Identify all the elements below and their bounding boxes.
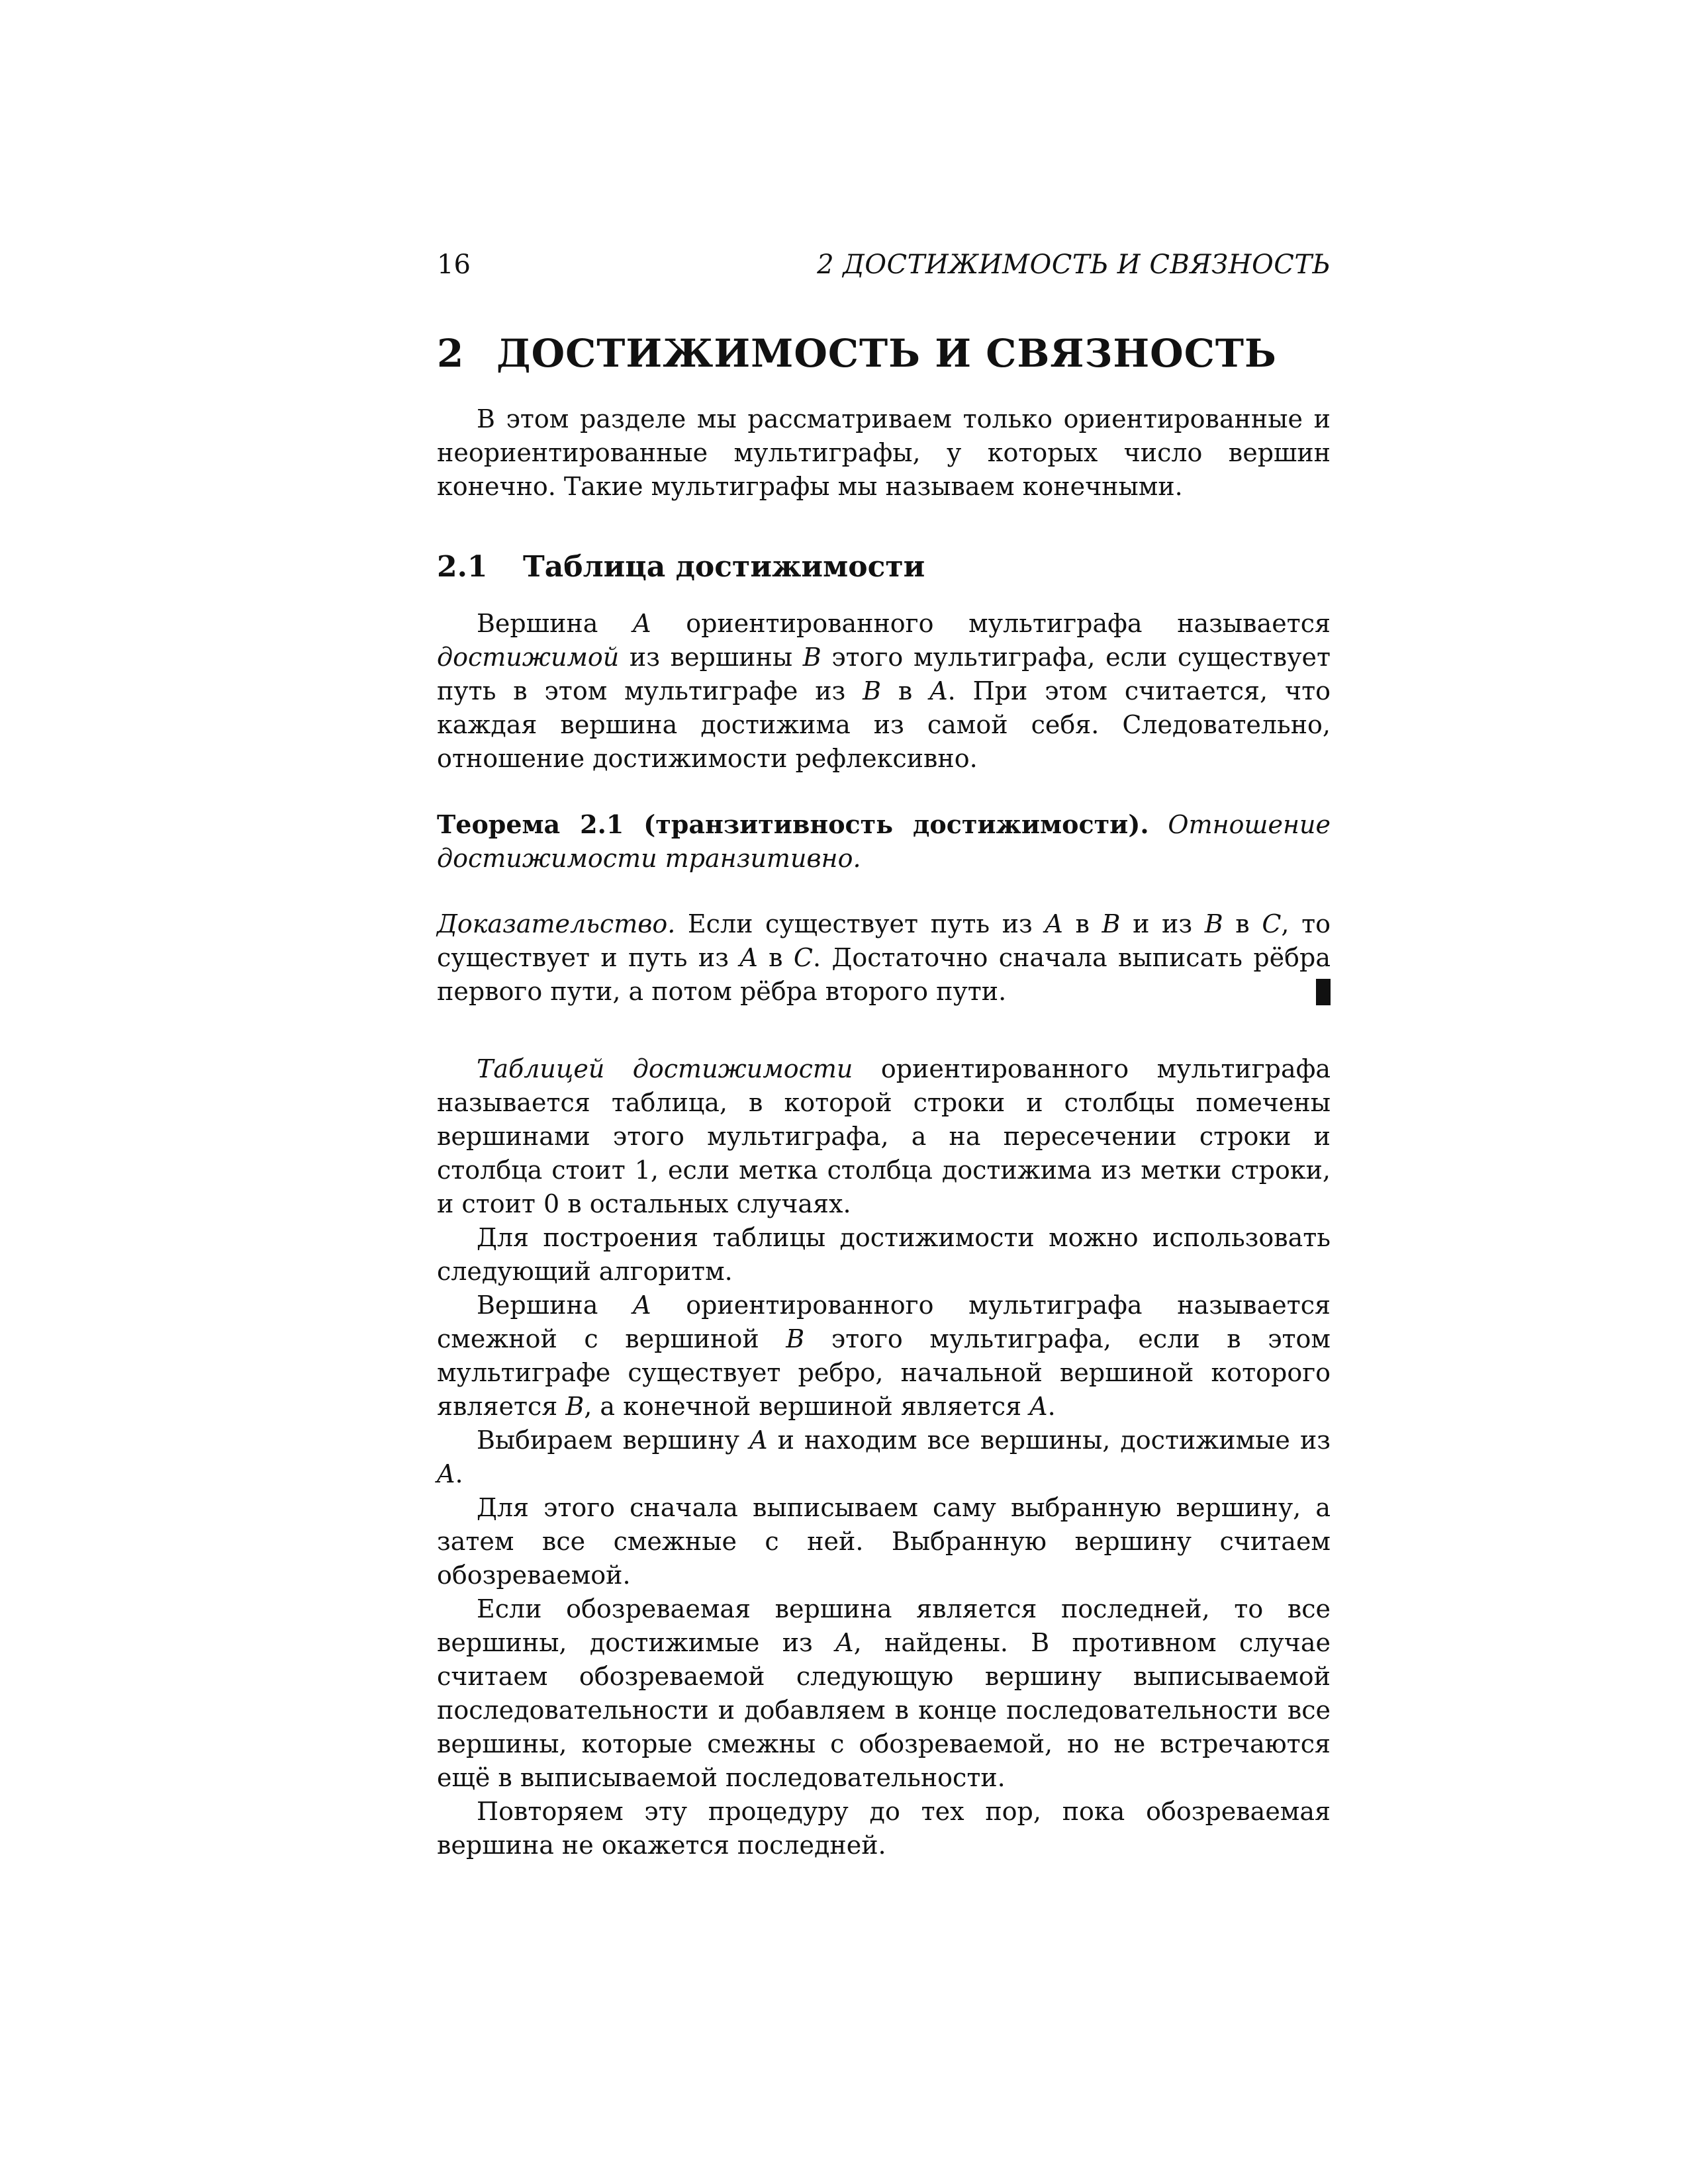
section-intro-paragraph: В этом разделе мы рассматриваем только ориентированные и неориентированные мультиграфы, у которых число вершин конечно. Такие мультиграфы мы называем конечными.: [437, 404, 1331, 501]
algorithm-step-4-paragraph: Повторяем эту процедуру до тех пор, пока обозреваемая вершина не окажется последней.: [437, 1797, 1331, 1860]
subsection-heading: [437, 547, 1331, 587]
term-reachability-table: Таблицей достижимости: [477, 1054, 853, 1083]
theorem-statement: Отношение достижимости транзитивно.: [437, 810, 1331, 873]
subsection-title: Таблица достижимости: [523, 550, 925, 584]
subsection-number: 2.1: [437, 550, 488, 584]
qed-mark-icon: [1316, 979, 1331, 1005]
algorithm-step-3-paragraph: Если обозреваемая вершина является последней, то все вершины, достижимые из A, найдены. В противном случае считаем обозреваемой следующую вершину выписываемой последовательности и добавляем в конце последовательности все вершины, которые смежны с обозреваемой, но не встречаются ещё в выписываемой последовательности.: [437, 1594, 1331, 1792]
term-reachable: достижимой: [437, 643, 620, 672]
running-title: 2 ДОСТИЖИМОСТЬ И СВЯЗНОСТЬ: [817, 250, 1331, 280]
theorem-heading: Теорема 2.1 (транзитивность достижимости).: [437, 809, 1149, 839]
theorem-2-1: [437, 807, 1331, 876]
section-title: ДОСТИЖИМОСТЬ И СВЯЗНОСТЬ: [496, 331, 1277, 376]
reachability-definition-paragraph: Вершина A ориентированного мультиграфа называется достижимой из вершины B этого мультиграфа, если существует путь в этом мультиграфе из B в A. При этом считается, что каждая вершина достижима из самой себя. Следовательно, отношение достижимости рефлексивно.: [437, 609, 1331, 773]
algorithm-intro-paragraph: Для построения таблицы достижимости можно использовать следующий алгоритм.: [437, 1223, 1331, 1286]
section-heading: [437, 327, 1331, 380]
algorithm-step-2-paragraph: Для этого сначала выписываем саму выбранную вершину, а затем все смежные с ней. Выбранную вершину считаем обозреваемой.: [437, 1493, 1331, 1590]
reachability-table-definition-paragraph: Таблицей достижимости ориентированного мультиграфа называется таблица, в которой строки и столбцы помечены вершинами этого мультиграфа, а на пересечении строки и столбца стоит 1, если метка столбца достижима из метки строки, и стоит 0 в остальных случаях.: [437, 1054, 1331, 1218]
adjacency-definition-paragraph: Вершина A ориентированного мультиграфа называется смежной с вершиной B этого мультиграфа, если в этом мультиграфе существует ребро, начальной вершиной которого является B, а конечной вершиной является A.: [437, 1291, 1331, 1421]
section-number: 2: [437, 331, 465, 376]
algorithm-step-1-paragraph: Выбираем вершину A и находим все вершины, достижимые из A.: [437, 1426, 1331, 1488]
running-header: [437, 246, 1331, 283]
main-content: [437, 318, 1331, 1862]
proof-paragraph: Доказательство. Если существует путь из A в B и из B в C, то существует и путь из A в C. Достаточно сначала выписать рёбра первого пути, а потом рёбра второго пути.: [437, 909, 1331, 1006]
page-number: 16: [437, 250, 471, 280]
proof-heading: Доказательство.: [437, 909, 676, 938]
